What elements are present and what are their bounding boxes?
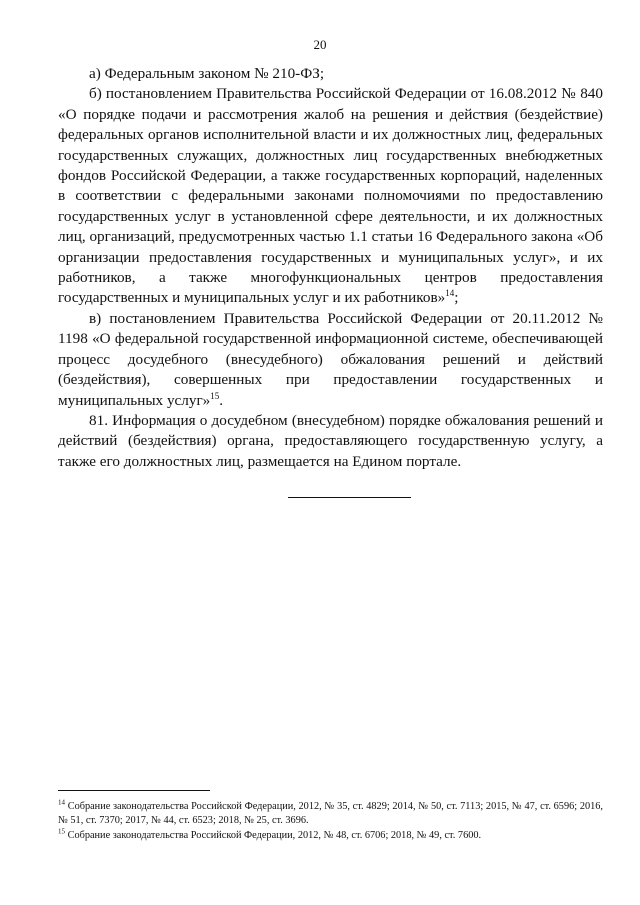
footnote-ref-15[interactable]: 15 [210, 390, 220, 401]
footnote-mark: 15 [58, 827, 65, 836]
paragraph-b: б) постановлением Правительства Российской Федерации от 16.08.2012 № 840 «О порядке подачи и рассмотрения жалоб на решения и действия (бездействие) федеральных органов исполнительной власти и их должностных лиц, федеральных государственных служащих, должностных лиц государственных внебюджетных фондов Российской Федерации, а также государственных корпораций, наделенных в соответствии с федеральными законами полномочиями по предоставлению государственных услуг в установленной сфере деятельности, и их должностных лиц, организаций, предусмотренных частью 1.1 статьи 16 Федерального закона «Об организации предоставления государственных и муниципальных услуг», и их работников, а также многофункциональных центров предоставления государственных и муниципальных услуг и их работников»$^{14}$; [58, 85, 603, 307]
paragraph-a: а) Федеральным законом № 210-ФЗ; [89, 65, 325, 82]
footnote-rule [58, 790, 210, 791]
footnote-14: $^{14}$ Собрание законодательства Российской Федерации, 2012, № 35, ст. 4829; 2014, № 50, ст. 7113; 2015, № 47, ст. 6596; 2016, № 51, ст. 7370; 2017, № 44, ст. 6523; 2018, № 25, ст. 3696. [58, 798, 603, 827]
footnote-15: $^{15}$ Собрание законодательства Российской Федерации, 2012, № 48, ст. 6706; 2018, № 49, ст. 7600. [58, 827, 482, 841]
page-number: 20 [313, 37, 327, 52]
paragraph-v: в) постановлением Правительства Российской Федерации от 20.11.2012 № 1198 «О федеральной государственной информационной системе, обеспечивающей процесс досудебного (внесудебного) обжалования решений и действий (бездействия), совершенных при предоставлении государственных и муниципальных услуг»$^{15}$. [58, 309, 603, 409]
body-text [58, 64, 603, 472]
paragraph-81: 81. Информация о досудебном (внесудебном) порядке обжалования решений и действий (бездействия) органа, предоставляющего государственную услугу, а также его должностных лиц, размещается на Едином портале. [58, 411, 603, 470]
section-separator [288, 497, 411, 498]
footnotes [58, 800, 603, 843]
footnote-mark: 14 [58, 798, 65, 807]
footnote-ref-14[interactable]: 14 [445, 288, 455, 299]
